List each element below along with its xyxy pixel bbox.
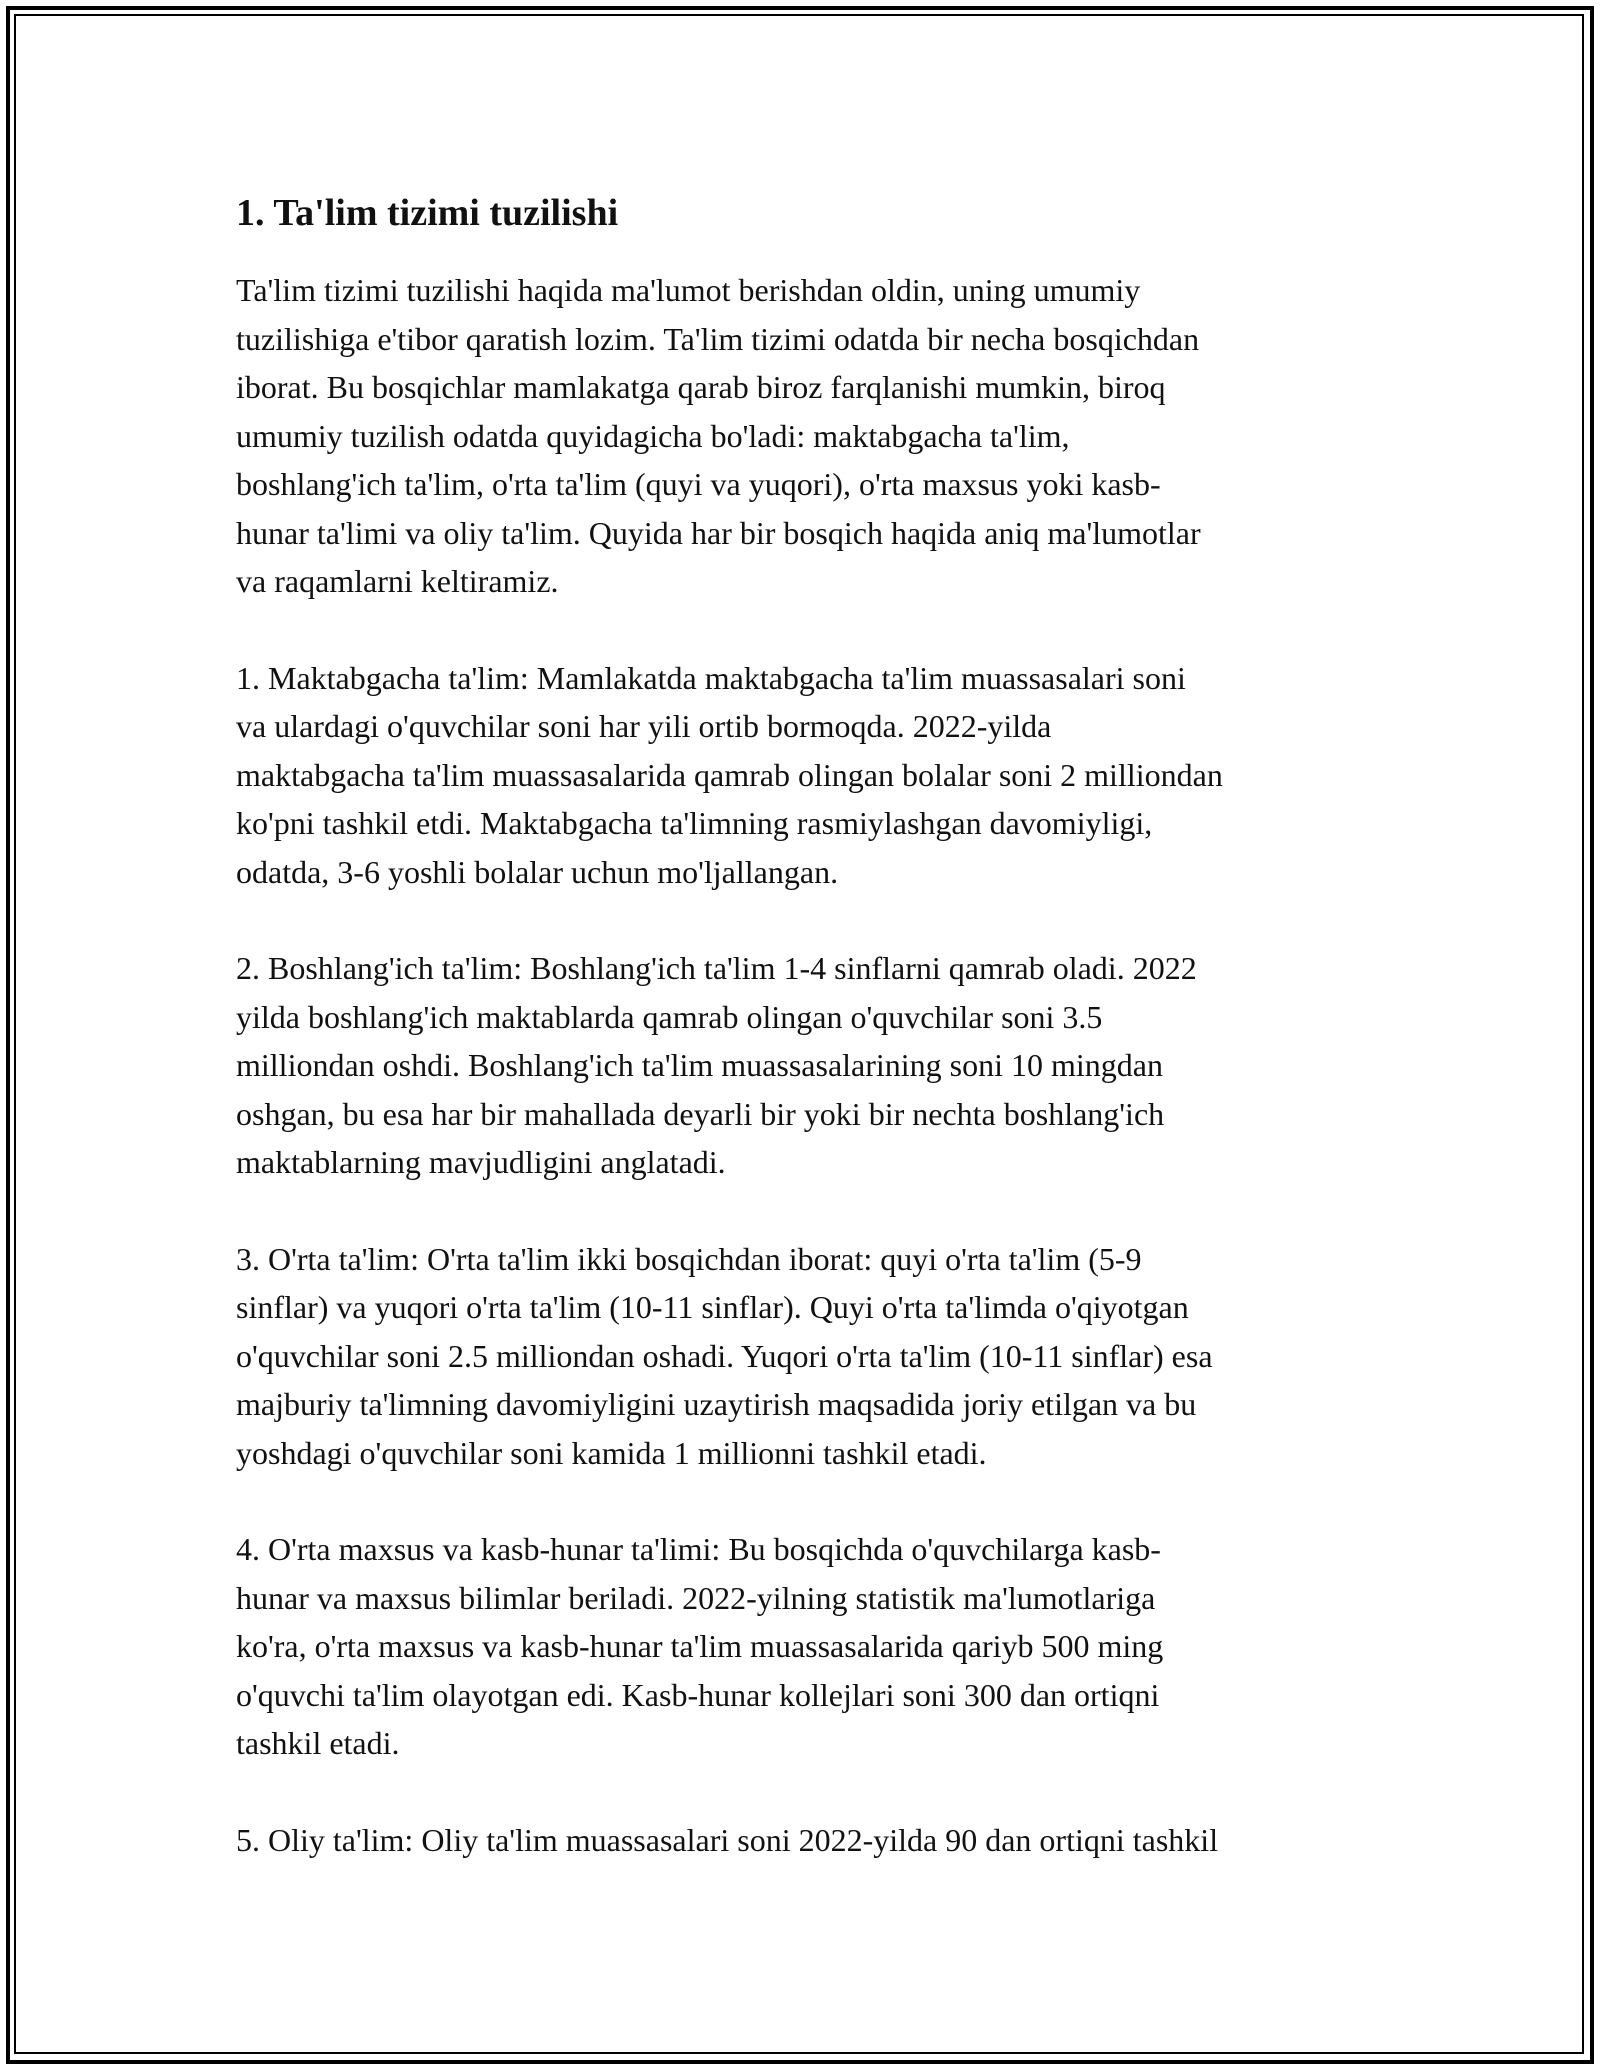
section-heading: 1. Ta'lim tizimi tuzilishi (236, 192, 619, 234)
paragraph-vocational-education: 4. O'rta maxsus va kasb-hunar ta'limi: Bu bosqichda o'quvchilarga kasb- hunar va maxsus bilimlar beriladi. 2022-yilning statistik ma'lumotlariga ko'ra, o'rta maxsus va kasb-hunar ta'lim muassasalarida qariyb 500 ming o'quvchi ta'lim olayotgan edi. Kasb-hunar kollejlari soni 300 dan ortiqni tashkil etadi. (236, 1531, 1164, 1761)
paragraph-preschool-education: 1. Maktabgacha ta'lim: Mamlakatda maktabgacha ta'lim muassasalari soni va ulardagi o'quvchilar soni har yili ortib bormoqda. 2022-yilda maktabgacha ta'lim muassasalarida qamrab olingan bolalar soni 2 milliondan ko'pni tashkil etdi. Maktabgacha ta'limning rasmiylashgan davomiyligi, odatda, 3-6 yoshli bolalar uchun mo'ljallangan. (236, 659, 1223, 890)
paragraph-secondary-education: 3. O'rta ta'lim: O'rta ta'lim ikki bosqichdan iborat: quyi o'rta ta'lim (5-9 sinflar) va yuqori o'rta ta'lim (10-11 sinflar). Quyi o'rta ta'limda o'qiyotgan o'quvchilar soni 2.5 milliondan oshadi. Yuqori o'rta ta'lim (10-11 sinflar) esa majburiy ta'limning davomiyligini uzaytirish maqsadida joriy etilgan va bu yoshdagi o'quvchilar soni kamida 1 millionni tashkil etadi. (236, 1240, 1213, 1471)
paragraph-higher-education: 5. Oliy ta'lim: Oliy ta'lim muassasalari soni 2022-yilda 90 dan ortiqni tashkil (236, 1821, 1219, 1858)
document-body (236, 190, 1376, 1912)
intro-paragraph: Ta'lim tizimi tuzilishi haqida ma'lumot berishdan oldin, uning umumiy tuzilishiga e'tibor qaratish lozim. Ta'lim tizimi odatda bir necha bosqichdan iborat. Bu bosqichlar mamlakatga qarab biroz farqlanishi mumkin, biroq umumiy tuzilish odatda quyidagicha bo'ladi: maktabgacha ta'lim, boshlang'ich ta'lim, o'rta ta'lim (quyi va yuqori), o'rta maxsus yoki kasb- hunar ta'limi va oliy ta'lim. Quyida har bir bosqich haqida aniq ma'lumotlar va raqamlarni keltiramiz. (236, 272, 1201, 599)
paragraph-primary-education: 2. Boshlang'ich ta'lim: Boshlang'ich ta'lim 1-4 sinflarni qamrab oladi. 2022 yilda boshlang'ich maktablarda qamrab olingan o'quvchilar soni 3.5 milliondan oshdi. Boshlang'ich ta'lim muassasalarining soni 10 mingdan oshgan, bu esa har bir mahallada deyarli bir yoki bir nechta boshlang'ich maktablarning mavjudligini anglatadi. (236, 950, 1197, 1180)
